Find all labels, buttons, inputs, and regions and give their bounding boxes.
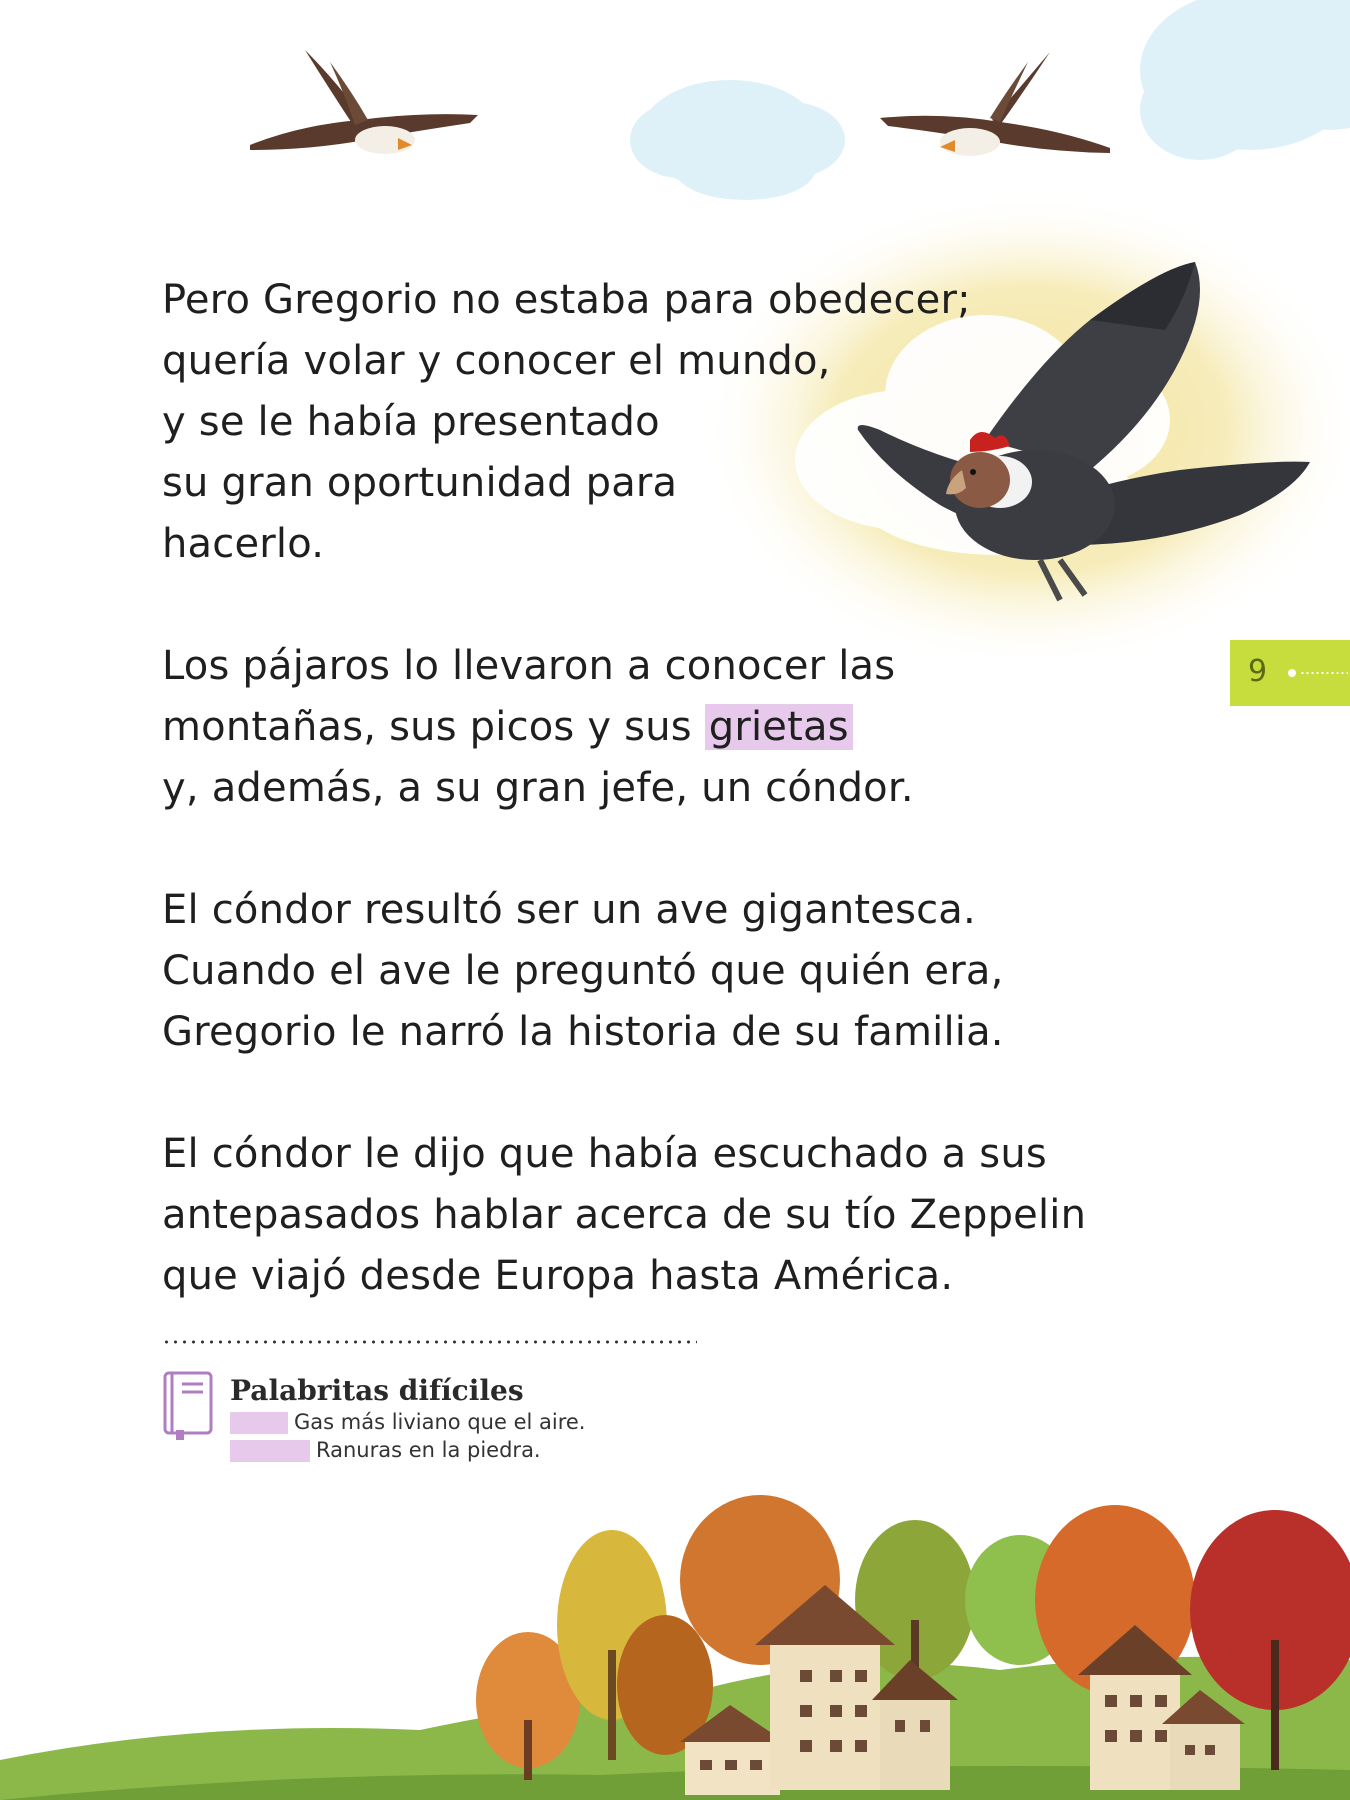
page-number: 9 <box>1248 654 1268 689</box>
text-line: Cuando el ave le preguntó que quién era, <box>162 948 1004 994</box>
text-line: hacerlo. <box>162 521 325 567</box>
glossary-word-blank <box>230 1440 310 1462</box>
glossary-title: Palabritas difíciles <box>230 1374 524 1407</box>
text-line: y, además, a su gran jefe, un cóndor. <box>162 765 914 811</box>
text-line: El cóndor le dijo que había escuchado a sus <box>162 1131 1047 1177</box>
small-bird-left <box>250 50 478 154</box>
tab-dotted-line <box>1300 672 1348 674</box>
forest-landscape <box>0 1495 1350 1800</box>
glossary-definition: Ranuras en la piedra. <box>316 1438 541 1462</box>
glossary-word-blank <box>230 1412 288 1434</box>
highlighted-word-grietas: grietas <box>705 704 853 750</box>
dotted-divider <box>162 1340 697 1344</box>
text-line: que viajó desde Europa hasta América. <box>162 1253 954 1299</box>
tab-dot <box>1288 669 1296 677</box>
story-paragraph-1 <box>162 270 971 575</box>
book-icon <box>165 1373 211 1440</box>
text-line: Pero Gregorio no estaba para obedecer; <box>162 277 971 323</box>
glossary-definition: Gas más liviano que el aire. <box>294 1410 586 1434</box>
small-bird-right <box>880 52 1110 156</box>
story-paragraph-4 <box>162 1124 1086 1307</box>
text-line <box>162 697 914 758</box>
text-line: su gran oportunidad para <box>162 460 678 506</box>
cloud-top-right <box>1140 0 1350 160</box>
story-paragraph-2 <box>162 636 914 819</box>
cloud-top-center <box>630 80 845 200</box>
text-segment: montañas, sus picos y sus <box>162 704 692 750</box>
page-number-tab <box>1230 640 1350 706</box>
glossary-entry <box>230 1438 541 1462</box>
text-line: quería volar y conocer el mundo, <box>162 338 831 384</box>
story-paragraph-3 <box>162 880 1004 1063</box>
text-line: El cóndor resultó ser un ave gigantesca. <box>162 887 976 933</box>
text-line: Los pájaros lo llevaron a conocer las <box>162 643 896 689</box>
text-line: y se le había presentado <box>162 399 660 445</box>
glossary-entry <box>230 1410 585 1434</box>
text-line: Gregorio le narró la historia de su familia. <box>162 1009 1004 1055</box>
text-line: antepasados hablar acerca de su tío Zeppelin <box>162 1192 1087 1238</box>
